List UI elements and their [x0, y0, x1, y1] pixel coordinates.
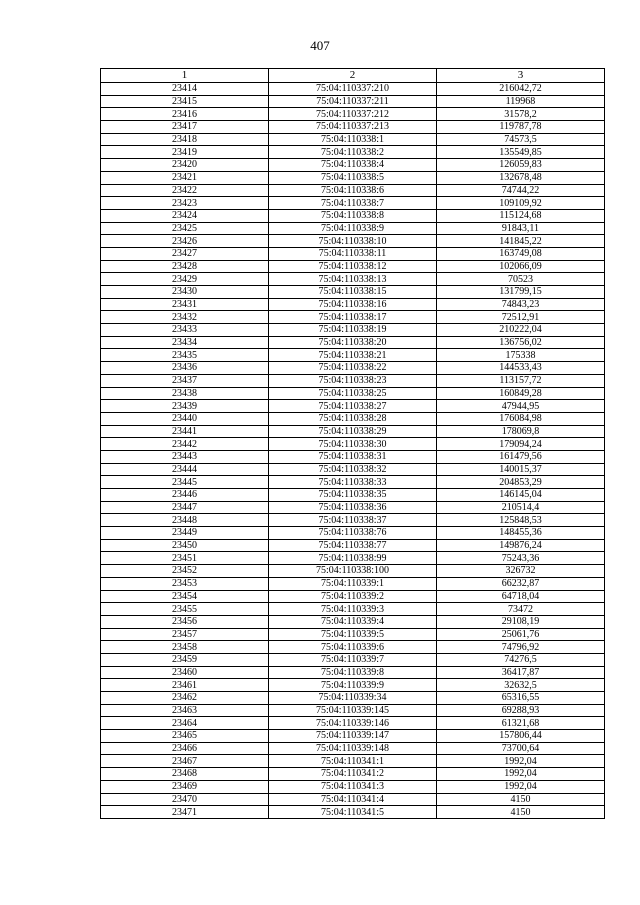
table-row [101, 730, 605, 743]
table-row [101, 298, 605, 311]
cadastral-number-cell: 75:04:110338:21 [269, 349, 437, 362]
table-row [101, 615, 605, 628]
table-row [101, 108, 605, 121]
value-cell: 144533,43 [437, 362, 605, 375]
row-number-cell: 23430 [101, 286, 269, 299]
value-cell: 64718,04 [437, 590, 605, 603]
table-row [101, 539, 605, 552]
value-cell: 25061,76 [437, 628, 605, 641]
value-cell: 204853,29 [437, 476, 605, 489]
table-row [101, 768, 605, 781]
value-cell: 179094,24 [437, 438, 605, 451]
value-cell: 126059,83 [437, 159, 605, 172]
cadastral-number-cell: 75:04:110338:20 [269, 336, 437, 349]
cadastral-number-cell: 75:04:110338:100 [269, 565, 437, 578]
table-row [101, 476, 605, 489]
row-number-cell: 23429 [101, 273, 269, 286]
cadastral-number-cell: 75:04:110338:2 [269, 146, 437, 159]
value-cell: 1992,04 [437, 768, 605, 781]
table-row [101, 653, 605, 666]
cadastral-number-cell: 75:04:110341:4 [269, 793, 437, 806]
table-row [101, 450, 605, 463]
cadastral-number-cell: 75:04:110338:30 [269, 438, 437, 451]
cadastral-number-cell: 75:04:110338:32 [269, 463, 437, 476]
table-row [101, 235, 605, 248]
row-number-cell: 23427 [101, 247, 269, 260]
cadastral-number-cell: 75:04:110338:4 [269, 159, 437, 172]
row-number-cell: 23449 [101, 527, 269, 540]
cadastral-number-cell: 75:04:110339:2 [269, 590, 437, 603]
row-number-cell: 23460 [101, 666, 269, 679]
cadastral-number-cell: 75:04:110339:3 [269, 603, 437, 616]
table-row [101, 209, 605, 222]
cadastral-number-cell: 75:04:110338:6 [269, 184, 437, 197]
value-cell: 4150 [437, 793, 605, 806]
table-row [101, 286, 605, 299]
value-cell: 216042,72 [437, 83, 605, 96]
column-header-3: 3 [437, 69, 605, 83]
row-number-cell: 23417 [101, 121, 269, 134]
value-cell: 72512,91 [437, 311, 605, 324]
table-row [101, 121, 605, 134]
cadastral-number-cell: 75:04:110338:1 [269, 133, 437, 146]
value-cell: 135549,85 [437, 146, 605, 159]
table-row [101, 577, 605, 590]
row-number-cell: 23471 [101, 806, 269, 819]
row-number-cell: 23437 [101, 374, 269, 387]
value-cell: 75243,36 [437, 552, 605, 565]
table-row [101, 755, 605, 768]
row-number-cell: 23450 [101, 539, 269, 552]
cadastral-number-cell: 75:04:110339:5 [269, 628, 437, 641]
row-number-cell: 23454 [101, 590, 269, 603]
value-cell: 113157,72 [437, 374, 605, 387]
table-row [101, 565, 605, 578]
row-number-cell: 23446 [101, 489, 269, 502]
cadastral-number-cell: 75:04:110338:8 [269, 209, 437, 222]
row-number-cell: 23426 [101, 235, 269, 248]
row-number-cell: 23469 [101, 780, 269, 793]
table-row [101, 590, 605, 603]
table-row [101, 489, 605, 502]
table-row [101, 374, 605, 387]
page-number: 407 [310, 38, 330, 53]
cadastral-number-cell: 75:04:110339:148 [269, 742, 437, 755]
table-row [101, 362, 605, 375]
value-cell: 119968 [437, 95, 605, 108]
value-cell: 31578,2 [437, 108, 605, 121]
cadastral-number-cell: 75:04:110338:31 [269, 450, 437, 463]
row-number-cell: 23459 [101, 653, 269, 666]
value-cell: 4150 [437, 806, 605, 819]
row-number-cell: 23418 [101, 133, 269, 146]
value-cell: 74843,23 [437, 298, 605, 311]
table-body [101, 83, 605, 819]
value-cell: 29108,19 [437, 615, 605, 628]
row-number-cell: 23440 [101, 412, 269, 425]
table-row [101, 527, 605, 540]
table-row [101, 514, 605, 527]
value-cell: 36417,87 [437, 666, 605, 679]
cadastral-number-cell: 75:04:110338:23 [269, 374, 437, 387]
value-cell: 74276,5 [437, 653, 605, 666]
table-row [101, 400, 605, 413]
cadastral-number-cell: 75:04:110341:5 [269, 806, 437, 819]
row-number-cell: 23442 [101, 438, 269, 451]
row-number-cell: 23423 [101, 197, 269, 210]
value-cell: 175338 [437, 349, 605, 362]
row-number-cell: 23443 [101, 450, 269, 463]
row-number-cell: 23448 [101, 514, 269, 527]
table-row [101, 95, 605, 108]
table-row [101, 349, 605, 362]
table-row [101, 628, 605, 641]
value-cell: 73472 [437, 603, 605, 616]
cadastral-number-cell: 75:04:110338:99 [269, 552, 437, 565]
table-row [101, 742, 605, 755]
cadastral-number-cell: 75:04:110339:4 [269, 615, 437, 628]
table-row [101, 463, 605, 476]
value-cell: 1992,04 [437, 755, 605, 768]
cadastral-number-cell: 75:04:110338:9 [269, 222, 437, 235]
cadastral-number-cell: 75:04:110339:34 [269, 692, 437, 705]
table-row [101, 171, 605, 184]
value-cell: 74796,92 [437, 641, 605, 654]
table-row [101, 438, 605, 451]
row-number-cell: 23433 [101, 324, 269, 337]
row-number-cell: 23422 [101, 184, 269, 197]
row-number-cell: 23458 [101, 641, 269, 654]
cadastral-number-cell: 75:04:110337:213 [269, 121, 437, 134]
value-cell: 74573,5 [437, 133, 605, 146]
value-cell: 141845,22 [437, 235, 605, 248]
row-number-cell: 23451 [101, 552, 269, 565]
cadastral-number-cell: 75:04:110338:28 [269, 412, 437, 425]
row-number-cell: 23414 [101, 83, 269, 96]
cadastral-number-cell: 75:04:110338:33 [269, 476, 437, 489]
table-row [101, 692, 605, 705]
table-row [101, 197, 605, 210]
table-row [101, 184, 605, 197]
table-row [101, 324, 605, 337]
row-number-cell: 23455 [101, 603, 269, 616]
column-header-1: 1 [101, 69, 269, 83]
cadastral-number-cell: 75:04:110339:146 [269, 717, 437, 730]
cadastral-number-cell: 75:04:110341:1 [269, 755, 437, 768]
row-number-cell: 23419 [101, 146, 269, 159]
row-number-cell: 23468 [101, 768, 269, 781]
value-cell: 102066,09 [437, 260, 605, 273]
row-number-cell: 23445 [101, 476, 269, 489]
row-number-cell: 23463 [101, 704, 269, 717]
table-row [101, 425, 605, 438]
table-row [101, 717, 605, 730]
row-number-cell: 23465 [101, 730, 269, 743]
value-cell: 210514,4 [437, 501, 605, 514]
value-cell: 65316,55 [437, 692, 605, 705]
cadastral-number-cell: 75:04:110339:1 [269, 577, 437, 590]
cadastral-value-table [100, 68, 605, 819]
value-cell: 161479,56 [437, 450, 605, 463]
table-row [101, 552, 605, 565]
row-number-cell: 23470 [101, 793, 269, 806]
value-cell: 115124,68 [437, 209, 605, 222]
value-cell: 119787,78 [437, 121, 605, 134]
value-cell: 1992,04 [437, 780, 605, 793]
row-number-cell: 23434 [101, 336, 269, 349]
table-row [101, 501, 605, 514]
row-number-cell: 23461 [101, 679, 269, 692]
row-number-cell: 23441 [101, 425, 269, 438]
row-number-cell: 23436 [101, 362, 269, 375]
value-cell: 74744,22 [437, 184, 605, 197]
cadastral-number-cell: 75:04:110338:15 [269, 286, 437, 299]
column-header-2: 2 [269, 69, 437, 83]
value-cell: 91843,11 [437, 222, 605, 235]
row-number-cell: 23420 [101, 159, 269, 172]
cadastral-number-cell: 75:04:110337:211 [269, 95, 437, 108]
table-row [101, 806, 605, 819]
cadastral-number-cell: 75:04:110337:212 [269, 108, 437, 121]
header-row [101, 69, 605, 83]
cadastral-number-cell: 75:04:110338:29 [269, 425, 437, 438]
cadastral-number-cell: 75:04:110341:3 [269, 780, 437, 793]
value-cell: 163749,08 [437, 247, 605, 260]
table-row [101, 641, 605, 654]
row-number-cell: 23452 [101, 565, 269, 578]
table-row [101, 666, 605, 679]
row-number-cell: 23444 [101, 463, 269, 476]
table-row [101, 793, 605, 806]
value-cell: 326732 [437, 565, 605, 578]
value-cell: 178069,8 [437, 425, 605, 438]
row-number-cell: 23435 [101, 349, 269, 362]
row-number-cell: 23453 [101, 577, 269, 590]
value-cell: 136756,02 [437, 336, 605, 349]
value-cell: 176084,98 [437, 412, 605, 425]
cadastral-number-cell: 75:04:110338:19 [269, 324, 437, 337]
cadastral-number-cell: 75:04:110337:210 [269, 83, 437, 96]
value-cell: 73700,64 [437, 742, 605, 755]
cadastral-number-cell: 75:04:110338:12 [269, 260, 437, 273]
table-row [101, 133, 605, 146]
row-number-cell: 23447 [101, 501, 269, 514]
cadastral-number-cell: 75:04:110339:9 [269, 679, 437, 692]
table-row [101, 704, 605, 717]
row-number-cell: 23464 [101, 717, 269, 730]
value-cell: 70523 [437, 273, 605, 286]
table-row [101, 336, 605, 349]
row-number-cell: 23415 [101, 95, 269, 108]
value-cell: 125848,53 [437, 514, 605, 527]
cadastral-number-cell: 75:04:110338:76 [269, 527, 437, 540]
value-cell: 132678,48 [437, 171, 605, 184]
cadastral-number-cell: 75:04:110338:35 [269, 489, 437, 502]
cadastral-number-cell: 75:04:110338:11 [269, 247, 437, 260]
row-number-cell: 23425 [101, 222, 269, 235]
table-row [101, 603, 605, 616]
cadastral-number-cell: 75:04:110338:27 [269, 400, 437, 413]
value-cell: 148455,36 [437, 527, 605, 540]
cadastral-number-cell: 75:04:110338:25 [269, 387, 437, 400]
value-cell: 32632,5 [437, 679, 605, 692]
value-cell: 140015,37 [437, 463, 605, 476]
value-cell: 66232,87 [437, 577, 605, 590]
value-cell: 131799,15 [437, 286, 605, 299]
table-row [101, 679, 605, 692]
row-number-cell: 23428 [101, 260, 269, 273]
cadastral-number-cell: 75:04:110339:8 [269, 666, 437, 679]
row-number-cell: 23438 [101, 387, 269, 400]
cadastral-number-cell: 75:04:110338:5 [269, 171, 437, 184]
cadastral-number-cell: 75:04:110338:36 [269, 501, 437, 514]
table-row [101, 159, 605, 172]
row-number-cell: 23432 [101, 311, 269, 324]
table-row [101, 260, 605, 273]
cadastral-number-cell: 75:04:110339:7 [269, 653, 437, 666]
value-cell: 157806,44 [437, 730, 605, 743]
table-row [101, 780, 605, 793]
row-number-cell: 23466 [101, 742, 269, 755]
table-row [101, 247, 605, 260]
table-row [101, 412, 605, 425]
value-cell: 146145,04 [437, 489, 605, 502]
value-cell: 210222,04 [437, 324, 605, 337]
cadastral-number-cell: 75:04:110339:6 [269, 641, 437, 654]
row-number-cell: 23431 [101, 298, 269, 311]
table-row [101, 273, 605, 286]
row-number-cell: 23462 [101, 692, 269, 705]
table-row [101, 387, 605, 400]
table-row [101, 83, 605, 96]
cadastral-number-cell: 75:04:110338:16 [269, 298, 437, 311]
value-cell: 160849,28 [437, 387, 605, 400]
cadastral-number-cell: 75:04:110338:13 [269, 273, 437, 286]
value-cell: 69288,93 [437, 704, 605, 717]
value-cell: 109109,92 [437, 197, 605, 210]
cadastral-number-cell: 75:04:110338:10 [269, 235, 437, 248]
table-row [101, 311, 605, 324]
cadastral-number-cell: 75:04:110339:145 [269, 704, 437, 717]
row-number-cell: 23416 [101, 108, 269, 121]
cadastral-number-cell: 75:04:110338:17 [269, 311, 437, 324]
cadastral-number-cell: 75:04:110338:22 [269, 362, 437, 375]
row-number-cell: 23424 [101, 209, 269, 222]
row-number-cell: 23456 [101, 615, 269, 628]
cadastral-number-cell: 75:04:110338:77 [269, 539, 437, 552]
cadastral-number-cell: 75:04:110338:7 [269, 197, 437, 210]
row-number-cell: 23439 [101, 400, 269, 413]
table-header [101, 69, 605, 83]
cadastral-number-cell: 75:04:110338:37 [269, 514, 437, 527]
value-cell: 47944,95 [437, 400, 605, 413]
cadastral-number-cell: 75:04:110341:2 [269, 768, 437, 781]
value-cell: 149876,24 [437, 539, 605, 552]
value-cell: 61321,68 [437, 717, 605, 730]
row-number-cell: 23467 [101, 755, 269, 768]
row-number-cell: 23421 [101, 171, 269, 184]
cadastral-number-cell: 75:04:110339:147 [269, 730, 437, 743]
table-row [101, 146, 605, 159]
row-number-cell: 23457 [101, 628, 269, 641]
table-row [101, 222, 605, 235]
